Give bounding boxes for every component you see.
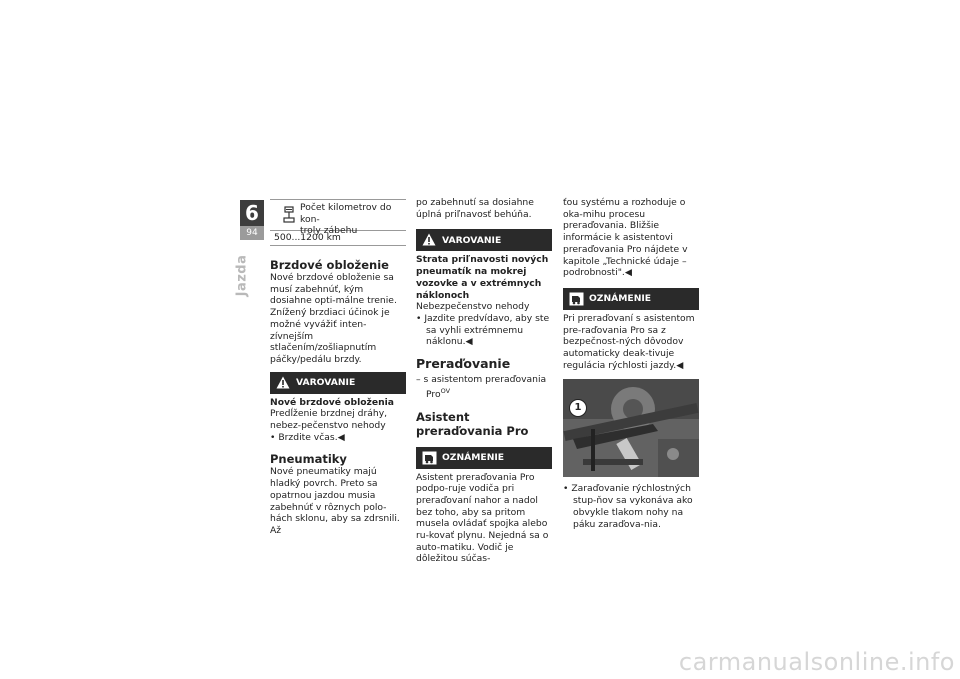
note-label: OZNÁMENIE [589,293,652,305]
paragraph-brakes: Nové brzdové obloženie sa musí zabehnúť, kým dosiahne opti-málne trenie. Znížený brzdiaci účinok je možné vyvážiť inten-zívnejším stlačením/zošliapnutím páčky/pedálu brzdy. [270,272,397,365]
gear-bullet: • Zaraďovanie rýchlostných stup-ňov sa vykonáva ako obvykle tlakom nohy na páku zaraďova-nia. [563,483,693,530]
paragraph-assist-cont: ťou systému a rozhoduje o oka-mihu procesu preraďovania. Bližšie informácie k asistentovi preraďovania Pro nájdete v kapitole „Technické údaje – podrobnosti".◀ [563,197,688,279]
warning-text: Nebezpečenstvo nehody [416,301,530,313]
table-label: Počet kilometrov do kon- troly zábehu [300,202,392,237]
notice-icon [569,292,584,306]
column-1 [270,199,406,537]
warning-triangle-icon [276,376,290,389]
column-2 [416,197,552,565]
dash-item-text: – s asistentom preraďovania Pro [416,374,547,400]
paragraph-tyres-cont: po zabehnutí sa dosiahne úplná priľnavosť behúňa. [416,197,534,220]
note-bar [563,288,699,310]
gear-lever-photo [563,379,699,477]
warning-title: Nové brzdové obloženia [270,396,394,408]
column-3 [563,197,699,530]
heading-shifting: Preraďovanie [416,356,511,372]
heading-tyres: Pneumatiky [270,452,347,467]
heading-shift-assist: Asistent preraďovania Pro [416,409,529,438]
gear-lever-illustration [563,379,699,477]
warning-triangle-icon [422,233,436,246]
warning-bullet: • Brzdite včas.◀ [270,431,345,443]
page-number: 94 [240,226,264,240]
chapter-title-vertical [234,244,263,314]
dash-item [416,374,552,400]
photo-callout-1: 1 [569,399,587,417]
heading-brakes: Brzdové obloženie [270,258,389,272]
chapter-title: Jazda [234,254,250,297]
chapter-number: 6 [240,200,264,226]
paragraph-shift-assist: Asistent preraďovania Pro podpo-ruje vodiča pri preraďovaní nahor a nadol bez toho, aby sa pritom musela ovládať spojka alebo ru-kovať plynu. Nejedná sa o auto-matiku. Vodič je dôležitou súčas- [416,471,549,565]
warning-bar [416,229,552,251]
warning-label: VAROVANIE [442,234,502,246]
note-label: OZNÁMENIE [442,451,505,463]
warning-bullet: • Jazdite predvídavo, aby ste sa vyhli extrémnemu náklonu.◀ [416,312,550,348]
warning-bar [270,372,406,394]
note-bar [416,447,552,469]
warning-title: Strata priľnavosti nových pneumatík na mokrej vozovke a v extrémnych náklonoch [416,254,549,301]
warning-label: VAROVANIE [296,376,356,388]
table-value: 500...1200 km [270,230,406,246]
dash-item-sup: OV [440,386,451,395]
watermark: carmanualsonline.info [678,648,955,676]
odometer-icon [282,206,296,224]
paragraph-note: Pri preraďovaní s asistentom pre-raďovania Pro sa z bezpečnost-ných dôvodov automaticky deak-tivuje regulácia rýchlosti jazdy.◀ [563,312,695,371]
notice-icon [422,451,437,465]
warning-text: Predĺženie brzdnej dráhy, nebez-pečenstvo nehody [270,408,388,432]
break-in-table-header [270,199,406,237]
paragraph-tyres: Nové pneumatiky majú hladký povrch. Preto sa opatrnou jazdou musia zabehnúť v rôznych polo-hách sklonu, aby sa zdrsnili. Až [270,466,400,536]
